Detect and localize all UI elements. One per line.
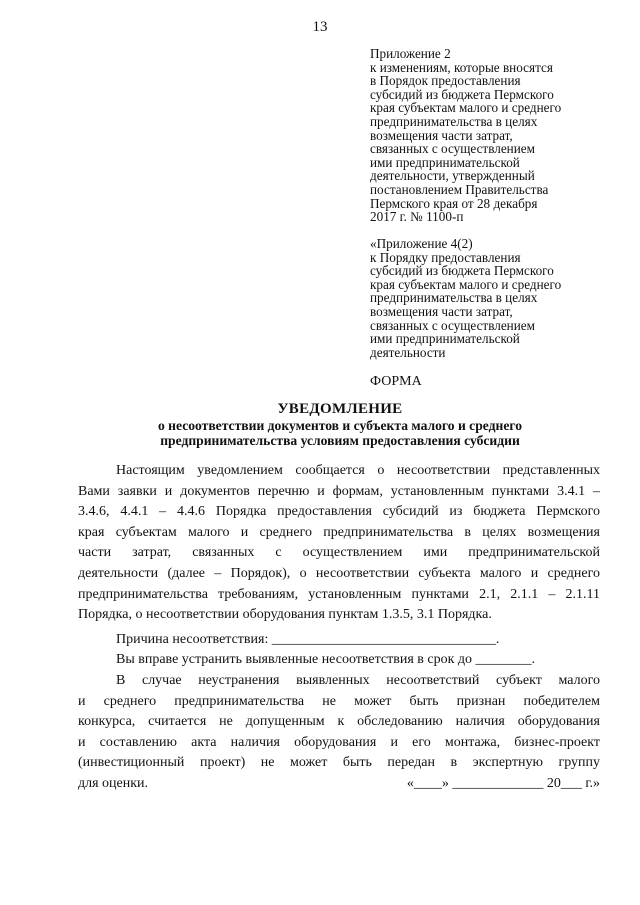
paragraph-2-line: (инвестиционный проект) не может быть передан в экспертную группу xyxy=(78,755,600,771)
paragraph-1-line: края субъектам малого и среднего предпринимательства в целях возмещения xyxy=(78,524,600,540)
paragraph-1-line: Настоящим уведомлением сообщается о несоответствии представленных xyxy=(116,463,600,478)
paragraph-1-line: 3.4.6, 4.4.1 – 4.4.6 Порядка предоставления субсидий из бюджета Пермского xyxy=(78,504,600,520)
paragraph-2-line: и составлению акта наличия оборудования и его монтажа, бизнес-проект xyxy=(78,734,600,750)
page-number: 13 xyxy=(312,19,328,35)
notice-body xyxy=(78,461,600,795)
deadline-line: Вы вправе устранить выявленные несоответствия в срок до ________. xyxy=(116,652,536,668)
appendix-4-2-header xyxy=(370,237,620,359)
form-label: ФОРМА xyxy=(370,374,422,389)
appendix-2-line: возмещения части затрат, xyxy=(370,127,513,143)
appendix-4-2-line: деятельности xyxy=(370,344,446,360)
appendix-2-header xyxy=(370,47,620,224)
appendix-4-2-line: к Порядку предоставления xyxy=(370,249,521,265)
reason-line: Причина несоответствия: ________________________________. xyxy=(116,631,500,647)
date-line: «____» _____________ 20___ г.» xyxy=(406,776,600,791)
paragraph-2-line: конкурса, считается не допущенным к обследованию наличия оборудования xyxy=(78,714,600,730)
paragraph-1-line: деятельности (далее – Порядок), о несоответствии субъекта малого и среднего xyxy=(78,565,600,581)
appendix-2-line: ими предпринимательской xyxy=(370,154,520,170)
document-title: УВЕДОМЛЕНИЕ xyxy=(277,401,403,417)
appendix-2-line: постановлением Правительства xyxy=(370,181,549,197)
subtitle-line: предпринимательства условиям предоставления субсидии xyxy=(160,433,520,448)
paragraph-1-line: предпринимательства требованиям, установленным пунктами 2.1, 2.1.1 – 2.1.11 xyxy=(78,586,600,602)
appendix-2-line: связанных с осуществлением xyxy=(370,141,535,157)
appendix-2-line: деятельности, утвержденный xyxy=(370,168,535,184)
paragraph-1-line: Вами заявки и документов перечню и формам, установленным пунктами 3.4.1 – xyxy=(78,483,600,499)
paragraph-1-line: части затрат, связанных с осуществлением ими предпринимательской xyxy=(78,545,600,561)
appendix-4-2-line: края субъектам малого и среднего xyxy=(370,276,562,292)
appendix-2-line: к изменениям, которые вносятся xyxy=(370,59,553,75)
appendix-2-line: субсидий из бюджета Пермского xyxy=(370,86,554,102)
appendix-2-line: предпринимательства в целях xyxy=(370,113,538,129)
appendix-2-line: Приложение 2 xyxy=(370,46,451,61)
appendix-4-2-line: субсидий из бюджета Пермского xyxy=(370,263,554,279)
appendix-2-line: Пермского края от 28 декабря xyxy=(370,195,538,211)
document-subtitle xyxy=(0,418,640,448)
appendix-4-2-line: возмещения части затрат, xyxy=(370,303,513,319)
appendix-4-2-line: ими предпринимательской xyxy=(370,331,520,347)
appendix-4-2-line: «Приложение 4(2) xyxy=(370,236,473,251)
subtitle-line: о несоответствии документов и субъекта малого и среднего xyxy=(157,418,523,433)
appendix-2-line: в Порядок предоставления xyxy=(370,73,521,89)
paragraph-2-line: и среднего предпринимательства не может быть признан победителем xyxy=(78,693,600,709)
appendix-4-2-line: связанных с осуществлением xyxy=(370,317,535,333)
appendix-4-2-line: предпринимательства в целях xyxy=(370,290,538,306)
appendix-2-line: 2017 г. № 1100-п xyxy=(370,209,464,225)
paragraph-2-line: В случае неустранения выявленных несоответствий субъект малого xyxy=(116,672,600,688)
paragraph-2-line: для оценки. xyxy=(78,775,149,791)
paragraph-1-line: Порядка, о несоответствии оборудования пунктам 1.3.5, 3.1 Порядка. xyxy=(78,607,492,623)
appendix-2-line: края субъектам малого и среднего xyxy=(370,100,562,116)
